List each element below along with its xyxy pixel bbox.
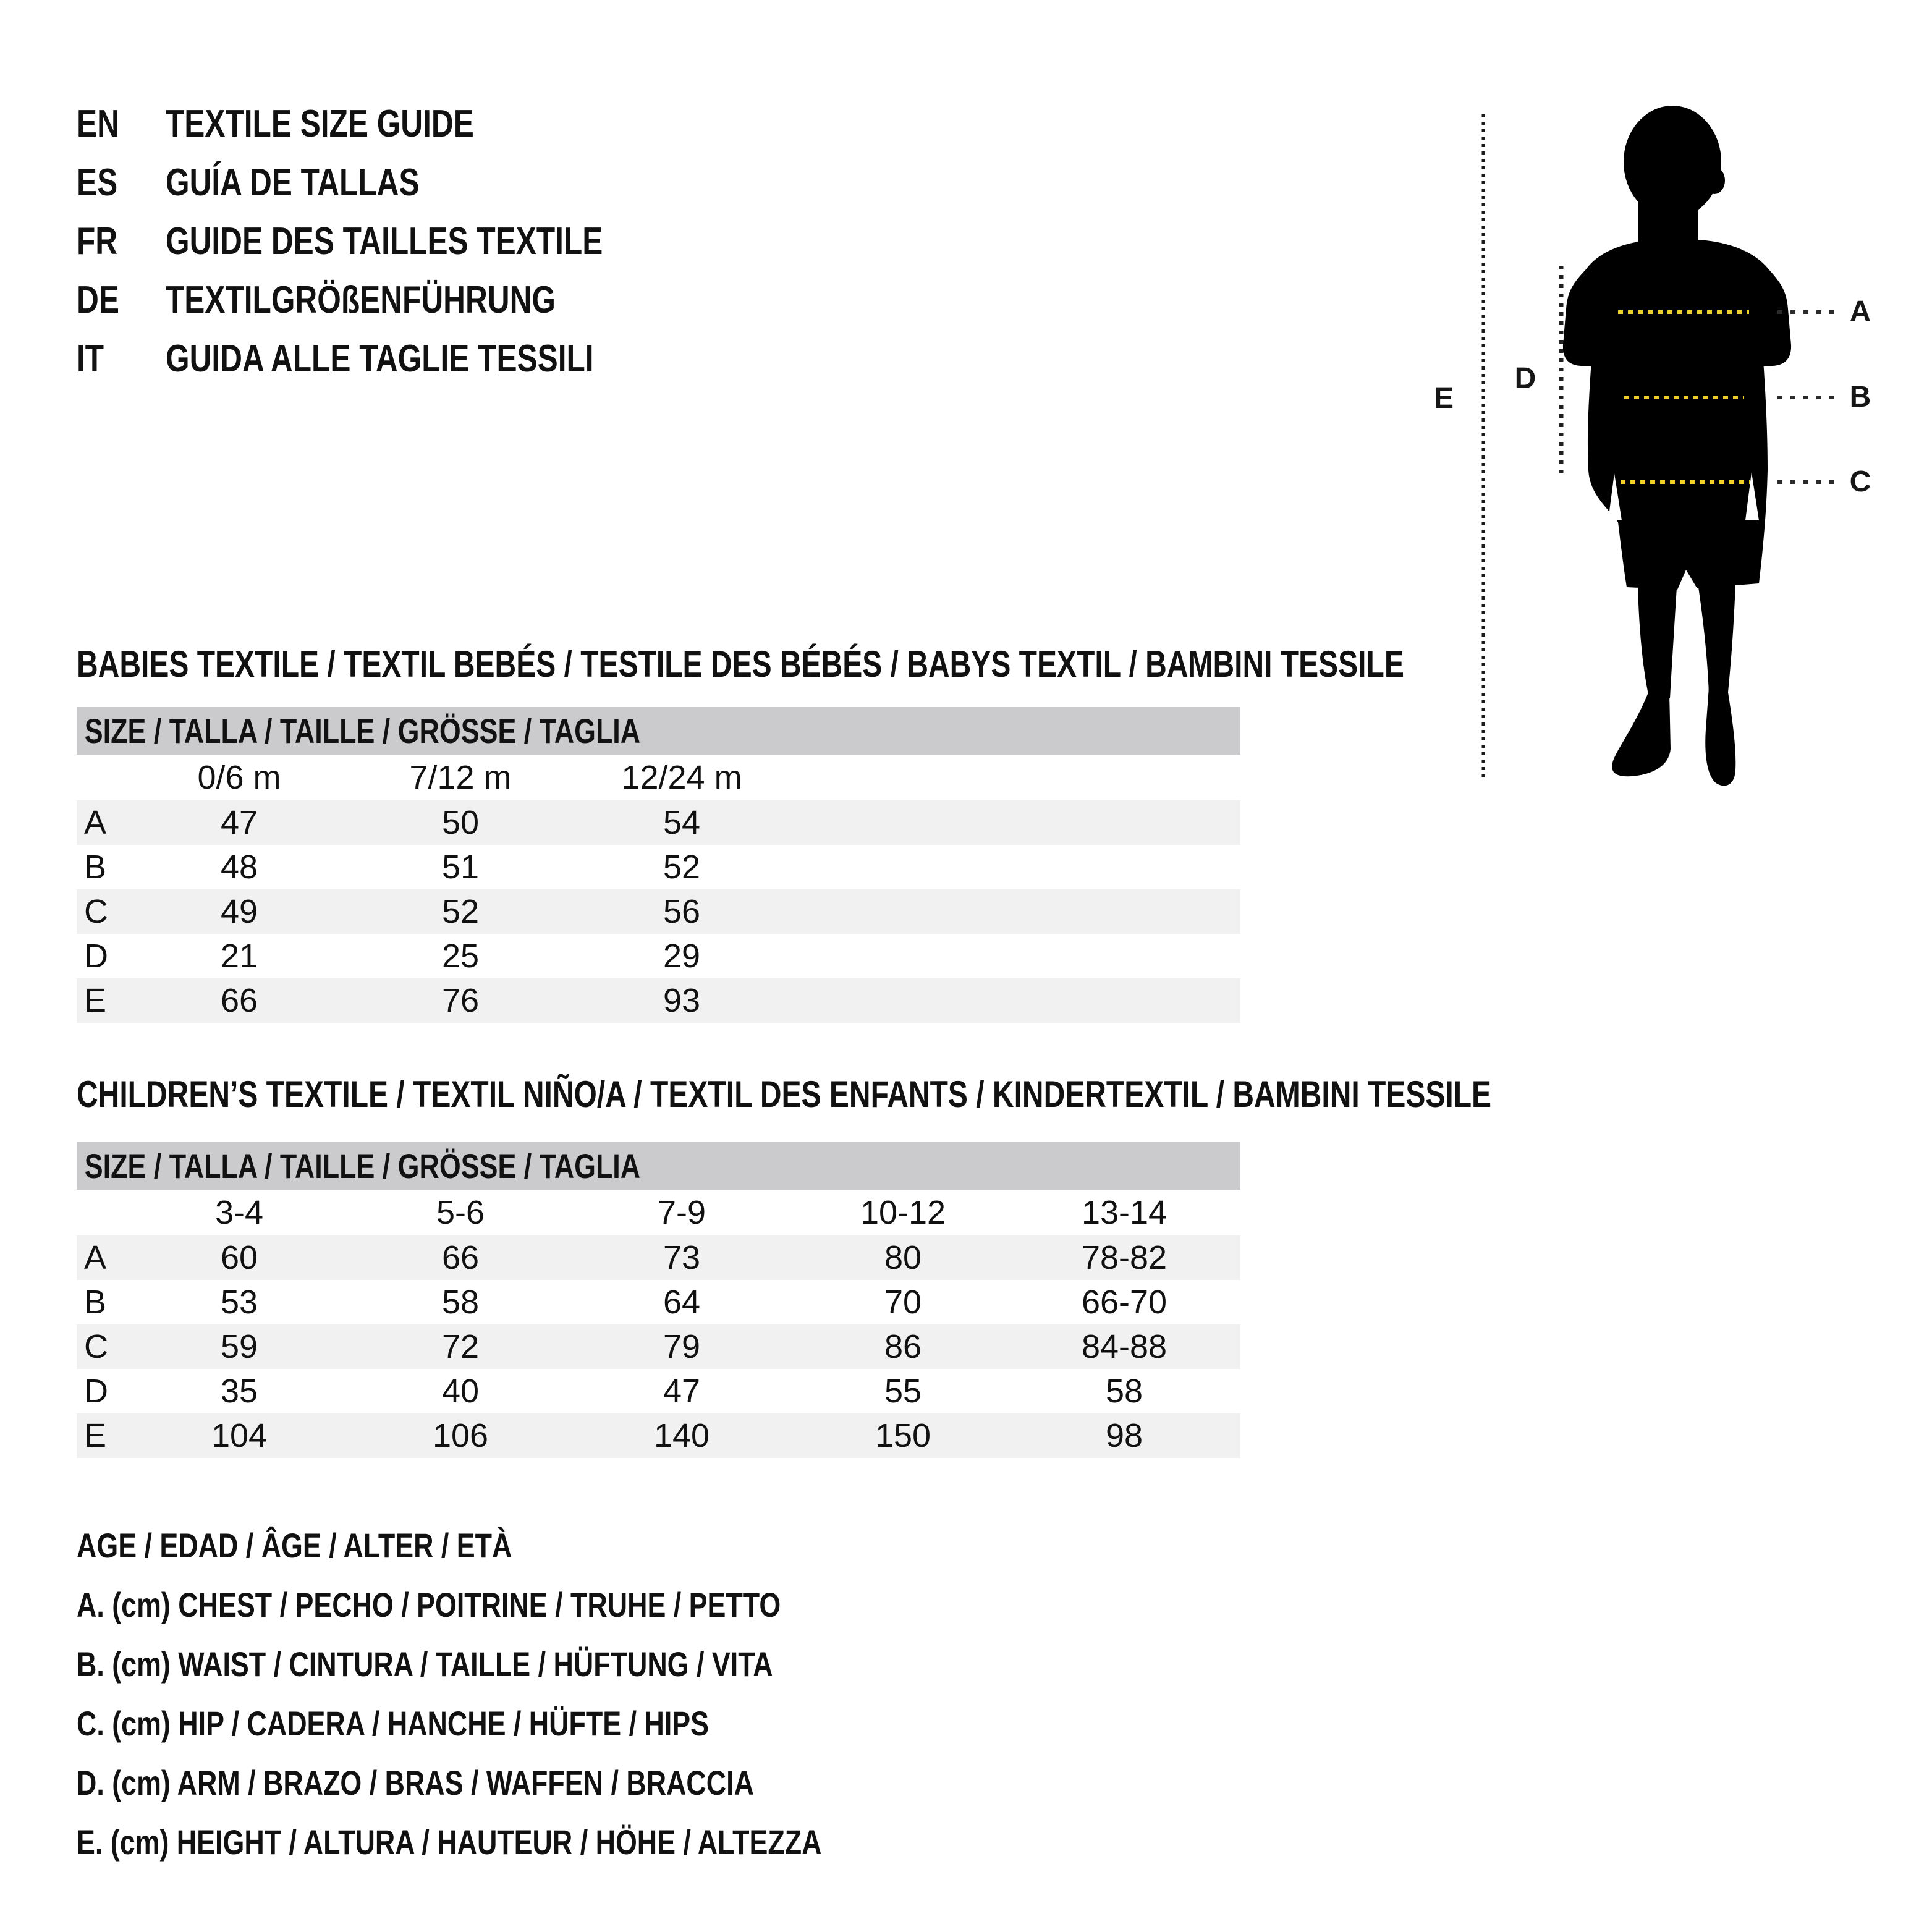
table-row xyxy=(77,1413,1240,1458)
table-cell: 86 xyxy=(884,1328,922,1365)
table-cell: 106 xyxy=(432,1417,489,1454)
table-cell: 21 xyxy=(220,938,258,975)
table-row xyxy=(77,800,1240,845)
children-size-table xyxy=(77,1142,1240,1458)
table-cell: 150 xyxy=(875,1417,931,1454)
table-cell: 79 xyxy=(663,1328,701,1365)
table-cell: 58 xyxy=(441,1284,480,1321)
table-cell: 64 xyxy=(663,1284,701,1321)
guide-title: TEXTILE SIZE GUIDE xyxy=(166,103,474,145)
table-cell: 70 xyxy=(884,1284,922,1321)
height-label: E xyxy=(1433,382,1454,415)
size-header-label: SIZE / TALLA / TAILLE / GRÖSSE / TAGLIA xyxy=(84,711,641,750)
table-cell: 93 xyxy=(663,982,701,1019)
language-code: ES xyxy=(77,161,118,204)
language-code: EN xyxy=(77,103,119,145)
row-label: E xyxy=(84,982,107,1019)
row-label: B xyxy=(84,1284,107,1321)
table-cell: 52 xyxy=(441,893,480,930)
table-row xyxy=(77,1369,1240,1413)
table-row xyxy=(77,1324,1240,1369)
table-row xyxy=(77,1280,1240,1324)
measurement-legend xyxy=(77,1516,821,1872)
table-cell: 25 xyxy=(441,938,480,975)
table-cell: 54 xyxy=(663,804,701,841)
table-cell: 59 xyxy=(220,1328,258,1365)
row-label: D xyxy=(84,938,108,975)
table-cell: 76 xyxy=(441,982,480,1019)
language-row xyxy=(77,153,603,212)
table-cell: 140 xyxy=(653,1417,710,1454)
table-cell: 80 xyxy=(884,1239,922,1276)
table-cell: 58 xyxy=(1105,1373,1143,1410)
table-cell: 60 xyxy=(220,1239,258,1276)
legend-line-hip: C. (cm) HIP / CADERA / HANCHE / HÜFTE / HIPS xyxy=(77,1704,710,1743)
language-row xyxy=(77,271,603,329)
table-row xyxy=(77,978,1240,1023)
table-cell: 48 xyxy=(220,849,258,886)
arm-label: D xyxy=(1514,362,1536,395)
table-cell: 72 xyxy=(441,1328,480,1365)
column-header: 7-9 xyxy=(657,1194,706,1231)
table-cell: 66 xyxy=(220,982,258,1019)
waist-label: B xyxy=(1849,381,1871,413)
row-label: A xyxy=(84,1239,107,1276)
size-header-bar xyxy=(77,1142,1240,1190)
child-silhouette xyxy=(1415,87,1932,797)
chest-label: A xyxy=(1849,295,1871,328)
legend-line-arm: D. (cm) ARM / BRAZO / BRAS / WAFFEN / BRACCIA xyxy=(77,1763,754,1802)
table-cell: 29 xyxy=(663,938,701,975)
language-code: DE xyxy=(77,279,119,321)
table-cell: 55 xyxy=(884,1373,922,1410)
babies-size-table xyxy=(77,707,1240,1023)
table-cell: 73 xyxy=(663,1239,701,1276)
table-row xyxy=(77,845,1240,889)
language-row xyxy=(77,212,603,271)
size-header-bar xyxy=(77,707,1240,755)
silhouette-shape xyxy=(1563,106,1791,786)
table-cell: 51 xyxy=(441,849,480,886)
hip-label: C xyxy=(1849,465,1871,498)
language-title-block xyxy=(77,95,603,388)
language-row xyxy=(77,329,603,388)
table-cell: 53 xyxy=(220,1284,258,1321)
row-label: B xyxy=(84,849,107,886)
column-header-row xyxy=(77,755,1240,800)
legend-line-waist: B. (cm) WAIST / CINTURA / TAILLE / HÜFTUNG / VITA xyxy=(77,1645,773,1684)
column-header: 7/12 m xyxy=(409,759,512,796)
children-section-title: CHILDREN’S TEXTILE / TEXTIL NIÑO/A / TEXTIL DES ENFANTS / KINDERTEXTIL / BAMBINI TESSILE xyxy=(77,1074,1492,1115)
size-header-label: SIZE / TALLA / TAILLE / GRÖSSE / TAGLIA xyxy=(84,1146,641,1185)
guide-title: GUIDE DES TAILLES TEXTILE xyxy=(166,220,603,263)
legend-line-height: E. (cm) HEIGHT / ALTURA / HAUTEUR / HÖHE / ALTEZZA xyxy=(77,1823,822,1862)
table-cell: 52 xyxy=(663,849,701,886)
table-cell: 78-82 xyxy=(1081,1239,1167,1276)
table-cell: 40 xyxy=(441,1373,480,1410)
guide-title: GUIDA ALLE TAGLIE TESSILI xyxy=(166,337,594,380)
language-code: FR xyxy=(77,220,118,263)
table-cell: 66 xyxy=(441,1239,480,1276)
table-cell: 50 xyxy=(441,804,480,841)
table-cell: 47 xyxy=(220,804,258,841)
table-cell: 104 xyxy=(211,1417,268,1454)
table-cell: 56 xyxy=(663,893,701,930)
language-code: IT xyxy=(77,337,104,380)
row-label: C xyxy=(84,1328,108,1365)
language-row xyxy=(77,95,603,153)
table-cell: 66-70 xyxy=(1081,1284,1167,1321)
column-header: 3-4 xyxy=(214,1194,264,1231)
babies-section-title: BABIES TEXTILE / TEXTIL BEBÉS / TESTILE DES BÉBÉS / BABYS TEXTIL / BAMBINI TESSILE xyxy=(77,643,1404,685)
row-label: C xyxy=(84,893,108,930)
table-cell: 47 xyxy=(663,1373,701,1410)
row-label: A xyxy=(84,804,107,841)
table-cell: 98 xyxy=(1105,1417,1143,1454)
guide-title: TEXTILGRÖßENFÜHRUNG xyxy=(166,279,556,321)
column-header-row xyxy=(77,1190,1240,1235)
table-row xyxy=(77,934,1240,978)
column-header: 13-14 xyxy=(1081,1194,1167,1231)
table-cell: 35 xyxy=(220,1373,258,1410)
table-cell: 49 xyxy=(220,893,258,930)
table-row xyxy=(77,1235,1240,1280)
column-header: 10-12 xyxy=(860,1194,946,1231)
column-header: 12/24 m xyxy=(621,759,742,796)
legend-line-chest: A. (cm) CHEST / PECHO / POITRINE / TRUHE / PETTO xyxy=(77,1585,781,1624)
column-header: 0/6 m xyxy=(197,759,281,796)
row-label: E xyxy=(84,1417,107,1454)
row-label: D xyxy=(84,1373,108,1410)
table-row xyxy=(77,889,1240,934)
legend-line-age: AGE / EDAD / ÂGE / ALTER / ETÀ xyxy=(77,1526,512,1565)
guide-title: GUÍA DE TALLAS xyxy=(166,161,420,204)
column-header: 5-6 xyxy=(436,1194,485,1231)
table-cell: 84-88 xyxy=(1081,1328,1167,1365)
